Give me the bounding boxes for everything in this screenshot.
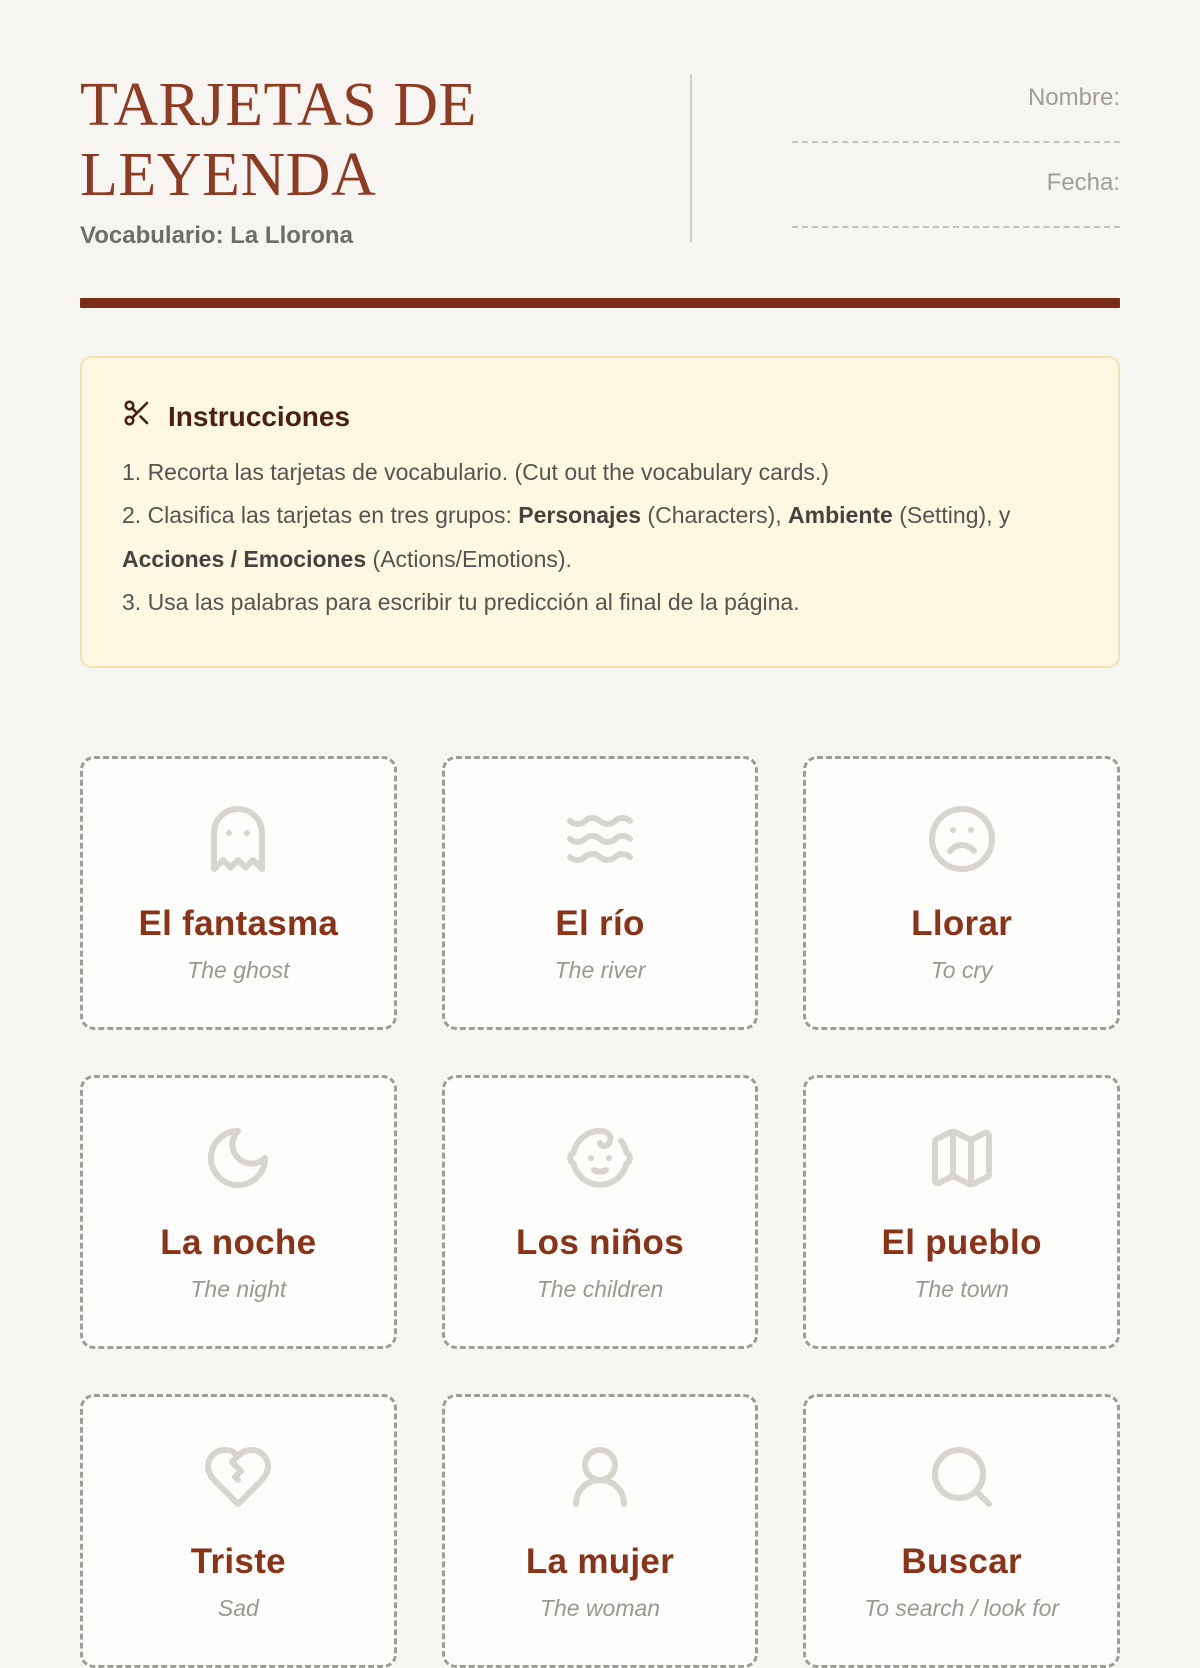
card-term-es: El pueblo	[881, 1223, 1042, 1263]
name-blank-line	[792, 141, 1120, 143]
instructions-title: Instrucciones	[168, 400, 351, 432]
vocab-card	[442, 756, 759, 1030]
card-term-es: Buscar	[901, 1542, 1022, 1582]
instructions-box	[80, 356, 1120, 668]
vocab-card	[80, 756, 397, 1030]
heart-crack-icon	[202, 1441, 274, 1518]
page-title-line2: LEYENDA	[80, 141, 377, 210]
vocab-card	[803, 1394, 1120, 1668]
search-icon	[926, 1441, 998, 1518]
page-title-line1: TARJETAS DE	[80, 71, 477, 139]
card-term-en: The town	[914, 1276, 1009, 1303]
vocab-card	[442, 1075, 759, 1349]
card-term-en: The night	[190, 1276, 287, 1303]
user-round-icon	[564, 1441, 636, 1518]
frown-icon	[926, 803, 998, 880]
date-blank-line	[792, 226, 1120, 228]
card-term-es: El fantasma	[138, 904, 339, 944]
scissors-icon	[122, 398, 152, 435]
name-label: Nombre:	[1027, 84, 1120, 111]
vocab-card	[80, 1075, 397, 1349]
date-field	[792, 169, 1120, 228]
card-term-en: The children	[536, 1276, 664, 1303]
card-term-en: Sad	[217, 1595, 259, 1622]
page-title	[80, 70, 690, 210]
date-label: Fecha:	[1046, 168, 1120, 196]
waves-icon	[564, 803, 636, 880]
vocab-card	[442, 1394, 759, 1668]
instruction-item: 1. Recorta las tarjetas de vocabulario. (Cut out the vocabulary cards.)	[122, 459, 829, 486]
ghost-icon	[202, 803, 274, 880]
moon-icon	[202, 1122, 274, 1199]
card-term-es: El río	[555, 904, 645, 944]
header	[80, 70, 1120, 250]
vocab-card	[803, 1075, 1120, 1349]
title-block	[80, 70, 690, 250]
page-subtitle: Vocabulario: La Llorona	[80, 222, 353, 250]
vocab-card	[80, 1394, 397, 1668]
card-term-es: Los niños	[516, 1223, 684, 1263]
instruction-item: 3. Usa las palabras para escribir tu predicción al final de la página.	[122, 588, 800, 615]
card-term-en: The woman	[539, 1595, 661, 1622]
card-term-es: Llorar	[911, 904, 1013, 944]
card-term-es: La mujer	[525, 1542, 675, 1582]
map-icon	[926, 1122, 998, 1199]
card-term-en: To cry	[930, 957, 993, 984]
baby-icon	[564, 1122, 636, 1199]
vocabulary-card-grid	[80, 756, 1120, 1668]
name-field	[792, 84, 1120, 143]
name-date-block	[692, 70, 1120, 250]
card-term-en: To search / look for	[864, 1595, 1060, 1622]
instructions-heading	[122, 398, 1078, 435]
instructions-list	[122, 451, 1078, 624]
divider-rule	[80, 298, 1120, 308]
card-term-en: The river	[554, 957, 646, 984]
vocab-card	[803, 756, 1120, 1030]
instruction-item: 2. Clasifica las tarjetas en tres grupos: Personajes (Characters), Ambiente (Setting), y Acciones / Emociones (Actions/Emotions).	[122, 502, 1011, 572]
card-term-es: La noche	[160, 1223, 317, 1263]
card-term-es: Triste	[190, 1542, 286, 1582]
card-term-en: The ghost	[187, 957, 290, 984]
